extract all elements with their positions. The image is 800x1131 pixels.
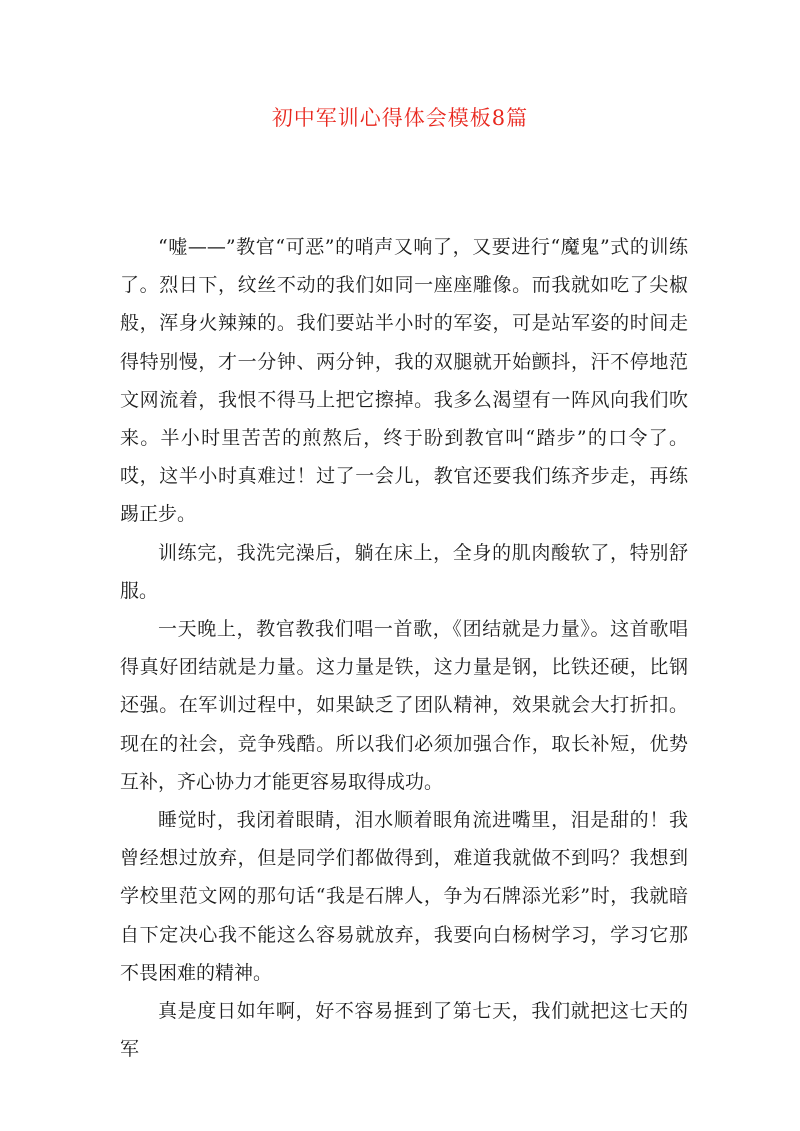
document-body [120,228,688,1068]
paragraph-2: 训练完，我洗完澡后，躺在床上，全身的肌肉酸软了，特别舒服。 [120,541,688,602]
paragraph-1: “嘘——”教官“可恶”的哨声又响了，又要进行“魔鬼”式的训练了。烈日下，纹丝不动的我们如同一座座雕像。而我就如吃了尖椒般，浑身火辣辣的。我们要站半小时的军姿，可是站军姿的时间走得特别慢，才一分钟、两分钟，我的双腿就开始颤抖，汗不停地范文网流着，我恨不得马上把它擦掉。我多么渴望有一阵风向我们吹来。半小时里苦苦的煎熬后，终于盼到教官叫“踏步”的口令了。哎，这半小时真难过！过了一会儿，教官还要我们练齐步走，再练踢正步。 [120,236,688,526]
paragraph-5: 真是度日如年啊，好不容易捱到了第七天，我们就把这七天的军 [120,1000,688,1061]
paragraph-4: 睡觉时，我闭着眼睛，泪水顺着眼角流进嘴里，泪是甜的！我曾经想过放弃，但是同学们都做得到，难道我就做不到吗？我想到学校里范文网的那句话“我是石牌人，争为石牌添光彩”时，我就暗自下定决心我不能这么容易就放弃，我要向白杨树学习，学习它那不畏困难的精神。 [120,809,688,984]
paragraph-3: 一天晚上，教官教我们唱一首歌，《团结就是力量》。这首歌唱得真好团结就是力量。这力量是铁，这力量是钢，比铁还硬，比钢还强。在军训过程中，如果缺乏了团队精神，效果就会大打折扣。现在的社会，竞争残酷。所以我们必须加强合作，取长补短，优势互补，齐心协力才能更容易取得成功。 [120,618,688,793]
document-title: 初中军训心得体会模板8篇 [271,106,529,130]
